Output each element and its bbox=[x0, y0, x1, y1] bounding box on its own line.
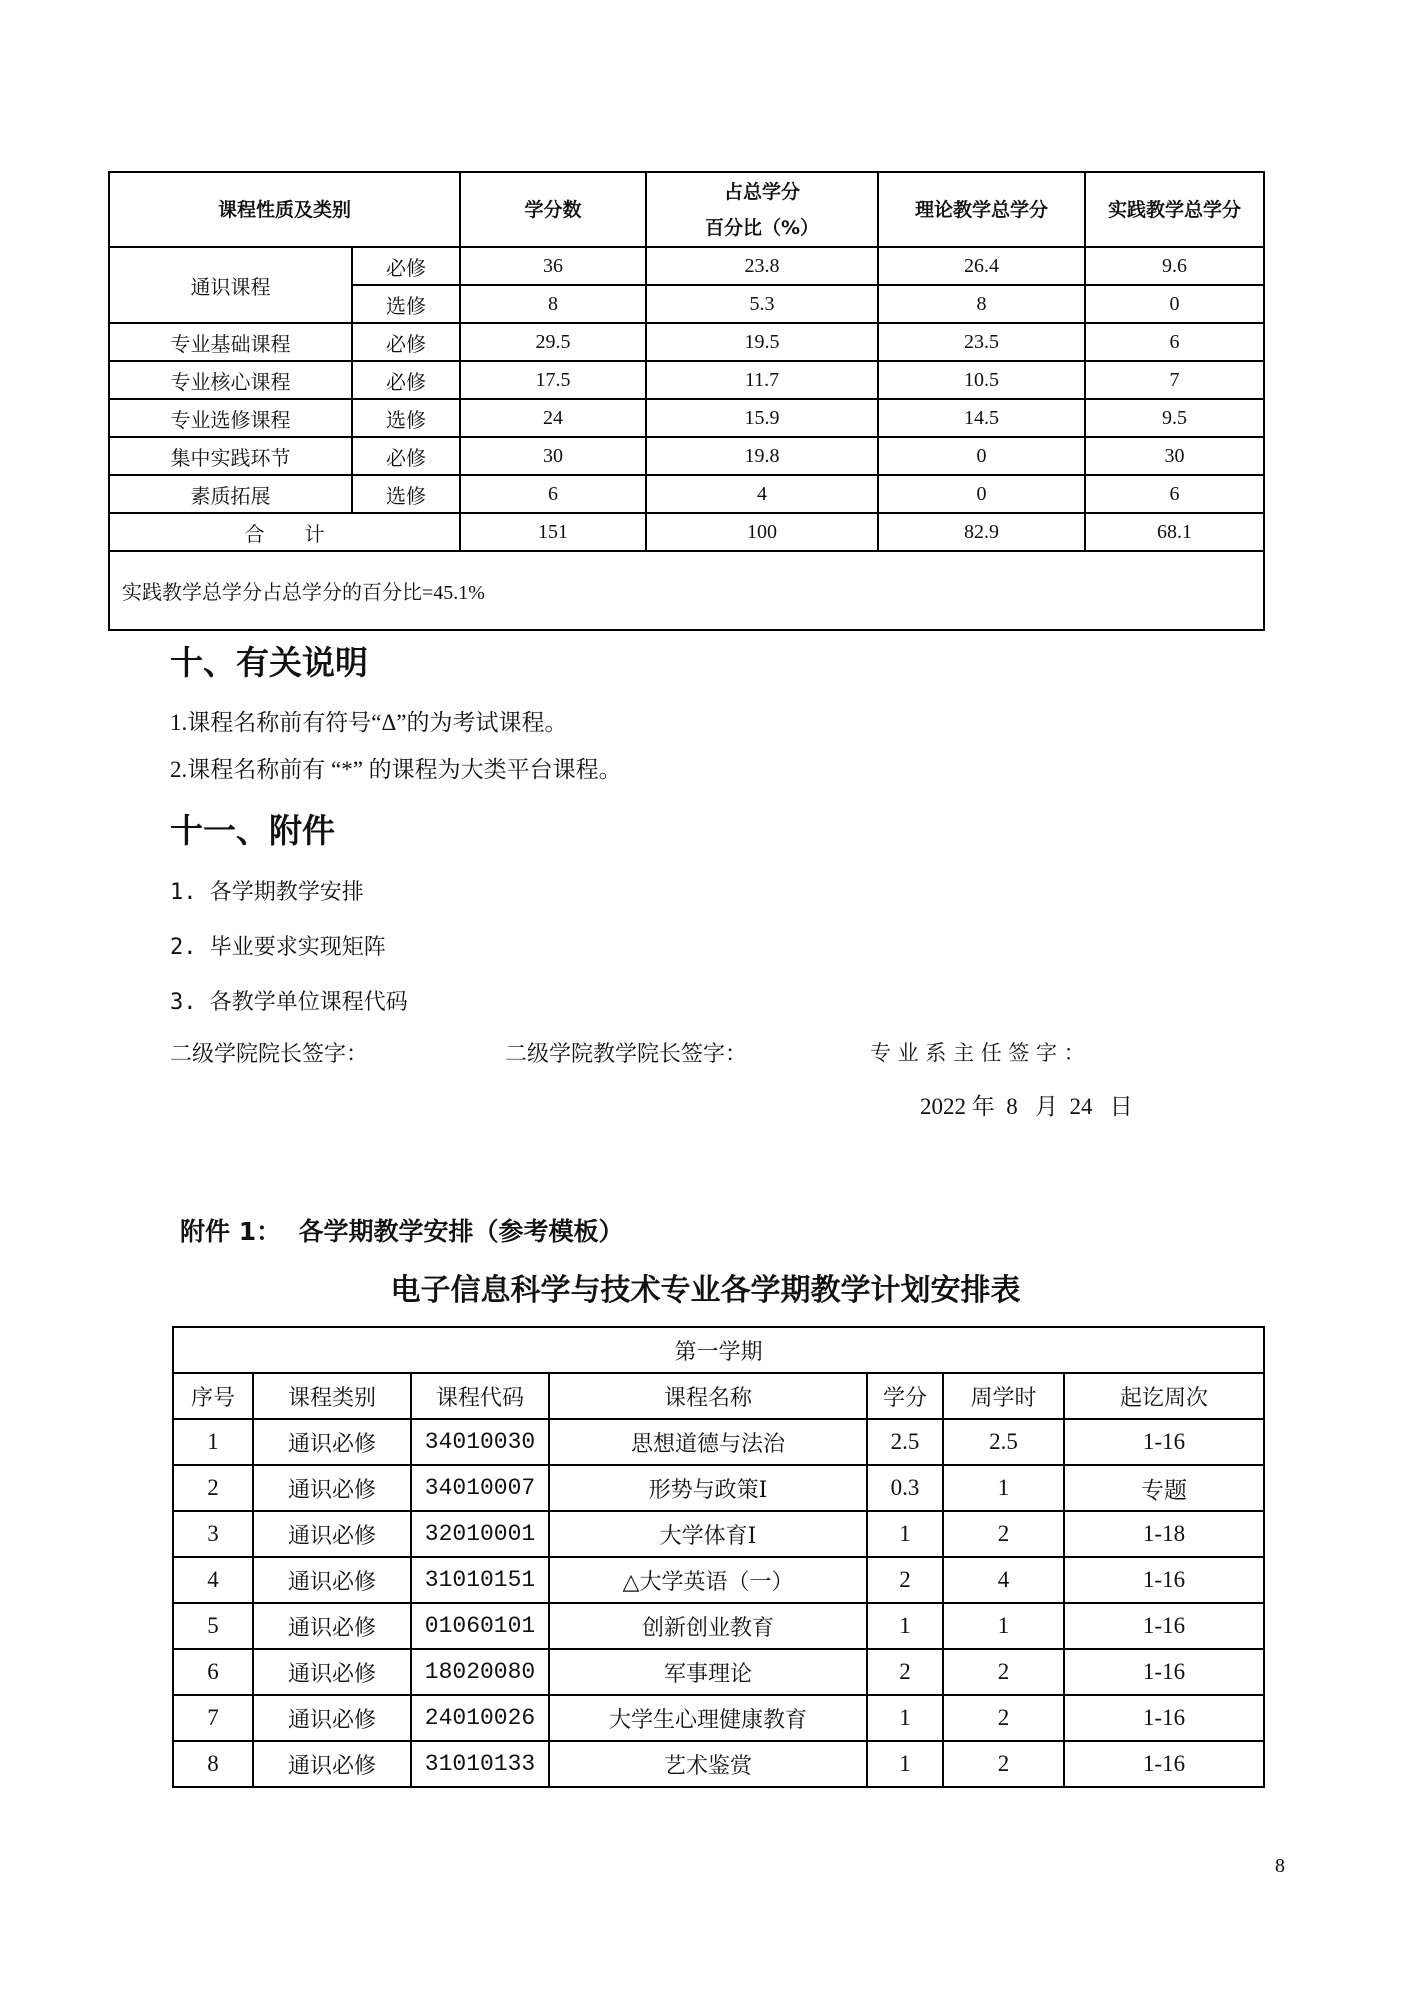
table-row bbox=[173, 1695, 1264, 1741]
table-row bbox=[109, 323, 1264, 361]
percent-cell: 23.8 bbox=[646, 247, 878, 285]
course-code-cell: 31010133 bbox=[411, 1741, 549, 1787]
header-course-name: 课程名称 bbox=[549, 1373, 867, 1419]
category-cell: 素质拓展 bbox=[109, 475, 352, 513]
weeks-cell: 1-16 bbox=[1064, 1649, 1264, 1695]
header-course-type: 课程类别 bbox=[253, 1373, 411, 1419]
weeks-cell: 1-18 bbox=[1064, 1511, 1264, 1557]
type-cell: 选修 bbox=[352, 475, 460, 513]
credits-cell: 29.5 bbox=[460, 323, 646, 361]
weeks-cell: 1-16 bbox=[1064, 1603, 1264, 1649]
header-index: 序号 bbox=[173, 1373, 253, 1419]
category-cell: 专业基础课程 bbox=[109, 323, 352, 361]
semester-row bbox=[173, 1327, 1264, 1373]
credits-cell: 17.5 bbox=[460, 361, 646, 399]
total-label: 合 计 bbox=[109, 513, 460, 551]
director-signature-label: 专 业 系 主 任 签 字 ： bbox=[870, 1041, 1085, 1065]
theory-cell: 14.5 bbox=[878, 399, 1085, 437]
course-name-cell: 艺术鉴赏 bbox=[549, 1741, 867, 1787]
header-weekly-hours: 周学时 bbox=[943, 1373, 1064, 1419]
table-row bbox=[173, 1419, 1264, 1465]
weekly-hours-cell: 2.5 bbox=[943, 1419, 1064, 1465]
course-code-cell: 34010030 bbox=[411, 1419, 549, 1465]
course-code-cell: 01060101 bbox=[411, 1603, 549, 1649]
semester-plan-table bbox=[172, 1326, 1265, 1788]
semester-plan-body bbox=[173, 1419, 1264, 1787]
index-cell: 3 bbox=[173, 1511, 253, 1557]
weekly-hours-cell: 2 bbox=[943, 1695, 1064, 1741]
table-header-row bbox=[109, 172, 1264, 247]
course-name-cell: 创新创业教育 bbox=[549, 1603, 867, 1649]
category-cell: 集中实践环节 bbox=[109, 437, 352, 475]
practice-percent-note: 实践教学总学分占总学分的百分比=45.1% bbox=[109, 551, 1264, 630]
index-cell: 4 bbox=[173, 1557, 253, 1603]
weekly-hours-cell: 2 bbox=[943, 1511, 1064, 1557]
dean-signature-label: 二级学院院长签字： bbox=[170, 1042, 369, 1067]
section10-item: 1.课程名称前有符号“Δ”的为考试课程。 bbox=[170, 710, 568, 735]
semester-label: 第一学期 bbox=[173, 1327, 1264, 1373]
weekly-hours-cell: 2 bbox=[943, 1649, 1064, 1695]
practice-cell: 7 bbox=[1085, 361, 1264, 399]
header-percent bbox=[646, 172, 878, 247]
type-cell: 必修 bbox=[352, 323, 460, 361]
course-type-cell: 通识必修 bbox=[253, 1695, 411, 1741]
course-code-cell: 24010026 bbox=[411, 1695, 549, 1741]
table-row bbox=[173, 1511, 1264, 1557]
weeks-cell: 1-16 bbox=[1064, 1557, 1264, 1603]
course-type-cell: 通识必修 bbox=[253, 1557, 411, 1603]
credits-cell: 1 bbox=[867, 1603, 943, 1649]
course-type-cell: 通识必修 bbox=[253, 1649, 411, 1695]
theory-cell: 8 bbox=[878, 285, 1085, 323]
table-row bbox=[109, 399, 1264, 437]
practice-cell: 6 bbox=[1085, 475, 1264, 513]
credits-cell: 1 bbox=[867, 1511, 943, 1557]
credits-cell: 24 bbox=[460, 399, 646, 437]
course-name-cell: 形势与政策Ⅰ bbox=[549, 1465, 867, 1511]
theory-cell: 23.5 bbox=[878, 323, 1085, 361]
category-cell: 通识课程 bbox=[109, 247, 352, 323]
page-number: 8 bbox=[1275, 1855, 1285, 1877]
weekly-hours-cell: 1 bbox=[943, 1465, 1064, 1511]
table-row bbox=[109, 361, 1264, 399]
credits-cell: 6 bbox=[460, 475, 646, 513]
index-cell: 5 bbox=[173, 1603, 253, 1649]
section11-item: 2. 毕业要求实现矩阵 bbox=[170, 935, 386, 960]
credits-cell: 2.5 bbox=[867, 1419, 943, 1465]
credits-cell: 1 bbox=[867, 1695, 943, 1741]
table-row bbox=[173, 1741, 1264, 1787]
category-cell: 专业选修课程 bbox=[109, 399, 352, 437]
credit-summary-table bbox=[108, 171, 1265, 631]
header-percent-line1: 占总学分 bbox=[724, 180, 801, 203]
header-practice: 实践教学总学分 bbox=[1085, 172, 1264, 247]
header-credits: 学分数 bbox=[460, 172, 646, 247]
total-theory: 82.9 bbox=[878, 513, 1085, 551]
credits-cell: 30 bbox=[460, 437, 646, 475]
table-row bbox=[173, 1649, 1264, 1695]
weekly-hours-cell: 4 bbox=[943, 1557, 1064, 1603]
weeks-cell: 1-16 bbox=[1064, 1419, 1264, 1465]
table-header-row bbox=[173, 1373, 1264, 1419]
section11-item: 1. 各学期教学安排 bbox=[170, 880, 364, 905]
practice-cell: 6 bbox=[1085, 323, 1264, 361]
index-cell: 2 bbox=[173, 1465, 253, 1511]
signature-date: 2022 年 8 月 24 日 bbox=[920, 1094, 1133, 1119]
table-row bbox=[173, 1465, 1264, 1511]
percent-cell: 4 bbox=[646, 475, 878, 513]
section11-item: 3. 各教学单位课程代码 bbox=[170, 990, 408, 1015]
header-percent-line2: 百分比（%） bbox=[704, 216, 820, 239]
course-type-cell: 通识必修 bbox=[253, 1603, 411, 1649]
table-row bbox=[173, 1603, 1264, 1649]
percent-cell: 19.5 bbox=[646, 323, 878, 361]
percent-cell: 19.8 bbox=[646, 437, 878, 475]
total-row bbox=[109, 513, 1264, 551]
note-row bbox=[109, 551, 1264, 630]
course-type-cell: 通识必修 bbox=[253, 1511, 411, 1557]
credits-cell: 36 bbox=[460, 247, 646, 285]
header-credits: 学分 bbox=[867, 1373, 943, 1419]
plan-table-title: 电子信息科学与技术专业各学期教学计划安排表 bbox=[390, 1273, 1021, 1308]
index-cell: 8 bbox=[173, 1741, 253, 1787]
type-cell: 选修 bbox=[352, 285, 460, 323]
type-cell: 必修 bbox=[352, 361, 460, 399]
course-name-cell: 大学生心理健康教育 bbox=[549, 1695, 867, 1741]
course-code-cell: 32010001 bbox=[411, 1511, 549, 1557]
theory-cell: 0 bbox=[878, 475, 1085, 513]
type-cell: 必修 bbox=[352, 437, 460, 475]
theory-cell: 10.5 bbox=[878, 361, 1085, 399]
index-cell: 7 bbox=[173, 1695, 253, 1741]
credits-cell: 2 bbox=[867, 1557, 943, 1603]
practice-cell: 9.5 bbox=[1085, 399, 1264, 437]
theory-cell: 26.4 bbox=[878, 247, 1085, 285]
credits-cell: 1 bbox=[867, 1741, 943, 1787]
total-practice: 68.1 bbox=[1085, 513, 1264, 551]
table-row bbox=[173, 1557, 1264, 1603]
total-percent: 100 bbox=[646, 513, 878, 551]
total-credits: 151 bbox=[460, 513, 646, 551]
course-code-cell: 34010007 bbox=[411, 1465, 549, 1511]
course-name-cell: 思想道德与法治 bbox=[549, 1419, 867, 1465]
type-cell: 选修 bbox=[352, 399, 460, 437]
practice-cell: 9.6 bbox=[1085, 247, 1264, 285]
weekly-hours-cell: 2 bbox=[943, 1741, 1064, 1787]
course-name-cell: 军事理论 bbox=[549, 1649, 867, 1695]
credits-cell: 2 bbox=[867, 1649, 943, 1695]
index-cell: 6 bbox=[173, 1649, 253, 1695]
theory-cell: 0 bbox=[878, 437, 1085, 475]
percent-cell: 11.7 bbox=[646, 361, 878, 399]
index-cell: 1 bbox=[173, 1419, 253, 1465]
weekly-hours-cell: 1 bbox=[943, 1603, 1064, 1649]
percent-cell: 5.3 bbox=[646, 285, 878, 323]
course-type-cell: 通识必修 bbox=[253, 1465, 411, 1511]
percent-cell: 15.9 bbox=[646, 399, 878, 437]
course-type-cell: 通识必修 bbox=[253, 1419, 411, 1465]
header-category: 课程性质及类别 bbox=[109, 172, 460, 247]
section10-item: 2.课程名称前有 “*” 的课程为大类平台课程。 bbox=[170, 757, 622, 782]
section10-heading: 十、有关说明 bbox=[170, 643, 368, 682]
table-row bbox=[109, 475, 1264, 513]
header-course-code: 课程代码 bbox=[411, 1373, 549, 1419]
course-code-cell: 31010151 bbox=[411, 1557, 549, 1603]
practice-cell: 0 bbox=[1085, 285, 1264, 323]
weeks-cell: 专题 bbox=[1064, 1465, 1264, 1511]
teaching-dean-signature-label: 二级学院教学院长签字： bbox=[505, 1042, 748, 1067]
practice-cell: 30 bbox=[1085, 437, 1264, 475]
section11-heading: 十一、附件 bbox=[170, 811, 335, 850]
credits-cell: 0.3 bbox=[867, 1465, 943, 1511]
category-cell: 专业核心课程 bbox=[109, 361, 352, 399]
weeks-cell: 1-16 bbox=[1064, 1695, 1264, 1741]
attachment1-label: 附件 1： 各学期教学安排（参考模板） bbox=[180, 1217, 624, 1246]
table-row bbox=[109, 247, 1264, 285]
credits-cell: 8 bbox=[460, 285, 646, 323]
header-theory: 理论教学总学分 bbox=[878, 172, 1085, 247]
course-name-cell: 大学体育Ⅰ bbox=[549, 1511, 867, 1557]
header-weeks: 起讫周次 bbox=[1064, 1373, 1264, 1419]
weeks-cell: 1-16 bbox=[1064, 1741, 1264, 1787]
course-name-cell: △大学英语（一） bbox=[549, 1557, 867, 1603]
type-cell: 必修 bbox=[352, 247, 460, 285]
course-code-cell: 18020080 bbox=[411, 1649, 549, 1695]
course-type-cell: 通识必修 bbox=[253, 1741, 411, 1787]
table-row bbox=[109, 437, 1264, 475]
